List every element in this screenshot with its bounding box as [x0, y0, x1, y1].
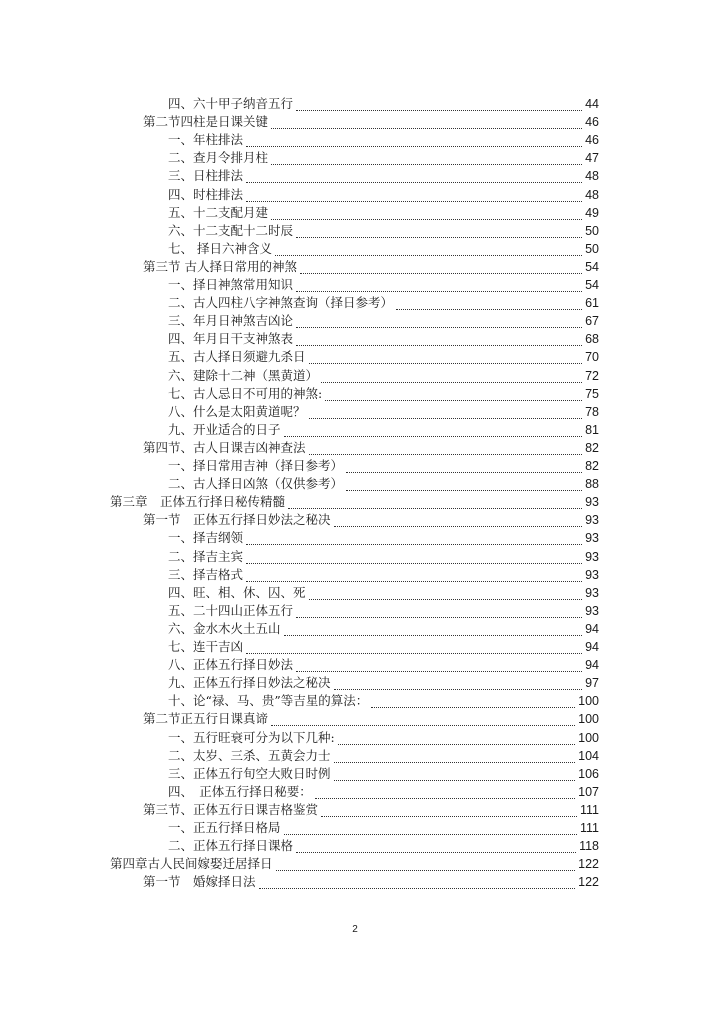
toc-entry[interactable] — [168, 619, 599, 639]
dot-leader — [275, 255, 582, 256]
toc-entry-page: 48 — [585, 187, 599, 202]
toc-entry[interactable] — [110, 854, 599, 874]
toc-entry[interactable] — [168, 746, 599, 766]
dot-leader — [334, 780, 576, 781]
toc-entry-title: 二、择吉主宾 — [168, 548, 244, 564]
toc-entry-page: 100 — [578, 694, 599, 709]
toc-entry-title: 七、古人忌日不可用的神煞: — [168, 385, 323, 401]
toc-entry[interactable] — [168, 565, 599, 585]
toc-entry[interactable] — [168, 547, 599, 567]
toc-entry[interactable] — [168, 366, 599, 386]
toc-entry-title: 第四章古人民间嫁娶迁居择日 — [110, 856, 273, 872]
toc-entry[interactable] — [168, 782, 599, 802]
toc-entry-title: 第二节四柱是日课关键 — [143, 114, 269, 130]
toc-entry-title: 一、择吉纲领 — [168, 530, 244, 546]
toc-entry-title: 四、旺、相、休、囚、死 — [168, 584, 306, 600]
toc-entry-title: 二、查月令排月柱 — [168, 150, 269, 166]
toc-entry-page: 54 — [585, 278, 599, 292]
toc-entry-page: 93 — [585, 513, 599, 528]
dot-leader — [259, 888, 576, 889]
dot-leader — [371, 707, 575, 708]
toc-entry-page: 50 — [585, 223, 599, 238]
dot-leader — [309, 418, 583, 419]
toc-entry-page: 107 — [578, 784, 599, 799]
toc-entry-title: 八、正体五行择日妙法 — [168, 657, 294, 673]
toc-entry-page: 82 — [585, 440, 599, 455]
toc-entry-page: 75 — [585, 386, 599, 401]
toc-entry-title: 二、太岁、三杀、五黄会力士 — [168, 747, 331, 763]
toc-entry-title: 二、古人择日凶煞（仅供参考） — [168, 476, 344, 492]
toc-entry[interactable] — [168, 655, 599, 675]
toc-entry[interactable] — [143, 112, 599, 132]
toc-entry[interactable] — [143, 438, 599, 458]
toc-entry-title: 第三章 正体五行择日秘传精髓 — [110, 494, 286, 510]
dot-leader — [246, 182, 582, 183]
toc-entry[interactable] — [168, 673, 599, 693]
toc-entry-title: 第三节、正体五行日课吉格鉴赏 — [143, 801, 319, 817]
toc-entry-title: 五、十二支配月建 — [168, 204, 269, 220]
toc-entry[interactable] — [168, 148, 599, 168]
toc-entry-page: 94 — [585, 658, 599, 673]
toc-entry-title: 八、什么是太阳黄道呢？ — [168, 403, 306, 419]
dot-leader — [296, 237, 582, 238]
toc-entry-page: 93 — [585, 567, 599, 582]
toc-entry-title: 一、正五行择日格局 — [168, 820, 281, 835]
toc-entry-page: 97 — [585, 676, 599, 691]
toc-entry-title: 一、年柱排法 — [168, 132, 244, 148]
dot-leader — [309, 454, 583, 455]
dot-leader — [396, 309, 582, 310]
dot-leader — [309, 363, 583, 364]
toc-entry-page: 81 — [585, 422, 599, 437]
toc-entry-title: 三、择吉格式 — [168, 566, 244, 582]
toc-entry-page: 100 — [578, 712, 599, 727]
toc-entry[interactable] — [168, 691, 599, 711]
toc-entry-page: 93 — [585, 549, 599, 564]
toc-entry-page: 47 — [585, 151, 599, 166]
toc-entry-title: 四、年月日干支神煞表 — [168, 331, 294, 347]
toc-entry-page: 93 — [585, 603, 599, 618]
toc-entry-page: 104 — [578, 748, 599, 763]
dot-leader — [334, 526, 583, 527]
toc-entry[interactable] — [110, 492, 599, 512]
toc-entry[interactable] — [168, 166, 599, 186]
toc-entry[interactable] — [168, 94, 599, 114]
dot-leader — [246, 653, 582, 654]
toc-entry-title: 五、二十四山正体五行 — [168, 602, 294, 618]
toc-entry[interactable] — [168, 203, 599, 223]
toc-entry-page: 93 — [585, 585, 599, 600]
toc-entry[interactable] — [168, 293, 599, 313]
dot-leader — [315, 798, 575, 799]
toc-entry-title: 四、时柱排法 — [168, 186, 244, 202]
toc-entry[interactable] — [168, 764, 599, 784]
toc-entry[interactable] — [168, 818, 599, 838]
toc-entry-page: 78 — [585, 404, 599, 419]
toc-entry[interactable] — [168, 456, 599, 476]
dot-leader — [321, 382, 582, 383]
toc-entry-title: 一、五行旺衰可分为以下几种: — [168, 729, 335, 745]
dot-leader — [246, 146, 582, 147]
dot-leader — [296, 110, 582, 111]
toc-entry-page: 94 — [585, 640, 599, 654]
toc-entry-page: 100 — [578, 730, 599, 745]
toc-entry[interactable] — [168, 583, 599, 603]
toc-entry-page: 72 — [585, 368, 599, 383]
toc-entry-page: 111 — [579, 802, 599, 817]
dot-leader — [296, 671, 582, 672]
dot-leader — [271, 128, 582, 129]
toc-entry[interactable] — [168, 601, 599, 621]
dot-leader — [271, 164, 582, 165]
toc-entry-title: 九、开业适合的日子 — [168, 421, 281, 437]
dot-leader — [296, 327, 582, 328]
toc-entry-title: 九、正体五行择日妙法之秘决 — [168, 675, 331, 691]
dot-leader — [296, 345, 582, 346]
toc-entry-title: 四、六十甲子纳音五行 — [168, 96, 294, 111]
toc-entry-title: 六、十二支配十二时辰 — [168, 222, 294, 238]
toc-entry-page: 44 — [585, 97, 599, 111]
dot-leader — [276, 870, 576, 871]
dot-leader — [246, 201, 582, 202]
dot-leader — [346, 490, 582, 491]
toc-entry-title: 一、择日神煞常用知识 — [168, 277, 294, 292]
dot-leader — [325, 400, 582, 401]
dot-leader — [284, 635, 583, 636]
toc-entry[interactable] — [168, 347, 599, 367]
toc-entry[interactable] — [168, 275, 599, 295]
toc-entry[interactable] — [168, 130, 599, 150]
toc-entry-page: 50 — [585, 241, 599, 256]
dot-leader — [246, 581, 582, 582]
dot-leader — [334, 689, 583, 690]
toc-entry-title: 七、 择日六神含义 — [168, 240, 272, 256]
dot-leader — [334, 762, 576, 763]
toc-entry-page: 93 — [585, 495, 599, 510]
dot-leader — [338, 744, 575, 745]
toc-entry-page: 48 — [585, 169, 599, 184]
toc-entry[interactable] — [168, 402, 599, 422]
toc-entry-page: 68 — [585, 332, 599, 347]
toc-entry-title: 三、正体五行旬空大败日时例 — [168, 765, 331, 781]
toc-entry-page: 106 — [578, 766, 599, 781]
dot-leader — [296, 291, 582, 292]
toc-entry-page: 49 — [585, 205, 599, 220]
toc-entry-title: 第二节正五行日课真谛 — [143, 711, 269, 727]
toc-entry[interactable] — [168, 836, 599, 856]
toc-entry-page: 118 — [579, 839, 599, 854]
toc-entry-title: 第四节、古人日课吉凶神查法 — [143, 439, 306, 455]
toc-entry[interactable] — [143, 709, 599, 729]
dot-leader — [296, 617, 582, 618]
toc-entry-title: 第一节 正体五行择日妙法之秘决 — [143, 512, 331, 528]
toc-entry-title: 三、年月日神煞吉凶论 — [168, 313, 294, 329]
dot-leader — [284, 436, 583, 437]
toc-entry[interactable] — [168, 474, 599, 494]
toc-entry-title: 五、古人择日须避九杀日 — [168, 349, 306, 365]
toc-entry-page: 88 — [585, 477, 599, 492]
toc-entry[interactable] — [143, 257, 599, 277]
dot-leader — [288, 508, 582, 509]
toc-entry-title: 二、古人四柱八字神煞查询（择日参考） — [168, 295, 394, 311]
toc-entry[interactable] — [168, 329, 599, 349]
dot-leader — [271, 219, 582, 220]
toc-entry[interactable] — [143, 800, 599, 820]
toc-entry-page: 111 — [579, 821, 599, 835]
toc-entry-title: 四、 正体五行择日秘要： — [168, 783, 312, 799]
toc-entry-title: 六、建除十二神（黑黄道） — [168, 367, 319, 383]
dot-leader — [246, 544, 582, 545]
toc-entry[interactable] — [168, 311, 599, 331]
toc-entry-page: 94 — [585, 621, 599, 636]
toc-entry[interactable] — [168, 239, 599, 259]
toc-entry-title: 第一节 婚嫁择日法 — [143, 874, 256, 890]
toc-entry-title: 一、择日常用吉神（择日参考） — [168, 458, 344, 473]
toc-entry-title: 二、正体五行择日课格 — [168, 838, 294, 854]
toc-entry-title: 十、论“禄、马、贵”等吉星的算法： — [168, 693, 369, 709]
toc-entry[interactable] — [168, 420, 599, 440]
toc-entry-page: 54 — [585, 259, 599, 274]
toc-entry-page: 61 — [585, 296, 599, 311]
dot-leader — [284, 834, 577, 835]
toc-entry-page: 122 — [578, 875, 599, 890]
toc-entry-page: 46 — [585, 115, 599, 130]
toc-entry-title: 六、金水木火土五山 — [168, 620, 281, 636]
toc-entry[interactable] — [168, 637, 599, 657]
toc-entry-title: 七、连干吉凶 — [168, 639, 244, 654]
dot-leader — [246, 563, 582, 564]
toc-entry[interactable] — [168, 185, 599, 205]
toc-entry-title: 第三节 古人择日常用的神煞 — [143, 258, 297, 274]
page-number: 2 — [352, 924, 358, 935]
toc-entry[interactable] — [168, 728, 599, 748]
toc-entry-title: 三、日柱排法 — [168, 168, 244, 184]
toc-entry[interactable] — [143, 872, 599, 892]
dot-leader — [346, 472, 582, 473]
toc-entry-page: 82 — [585, 459, 599, 473]
toc-entry-page: 46 — [585, 133, 599, 148]
toc-entry[interactable] — [168, 384, 599, 404]
toc-entry[interactable] — [168, 221, 599, 241]
toc-entry-page: 70 — [585, 350, 599, 365]
toc-entry[interactable] — [143, 510, 599, 530]
dot-leader — [296, 852, 576, 853]
toc-entry-page: 67 — [585, 314, 599, 329]
toc-entry-page: 93 — [585, 531, 599, 546]
dot-leader — [300, 273, 582, 274]
dot-leader — [309, 599, 583, 600]
dot-leader — [271, 725, 575, 726]
toc-entry[interactable] — [168, 528, 599, 548]
dot-leader — [321, 816, 577, 817]
toc-entry-page: 122 — [578, 857, 599, 872]
